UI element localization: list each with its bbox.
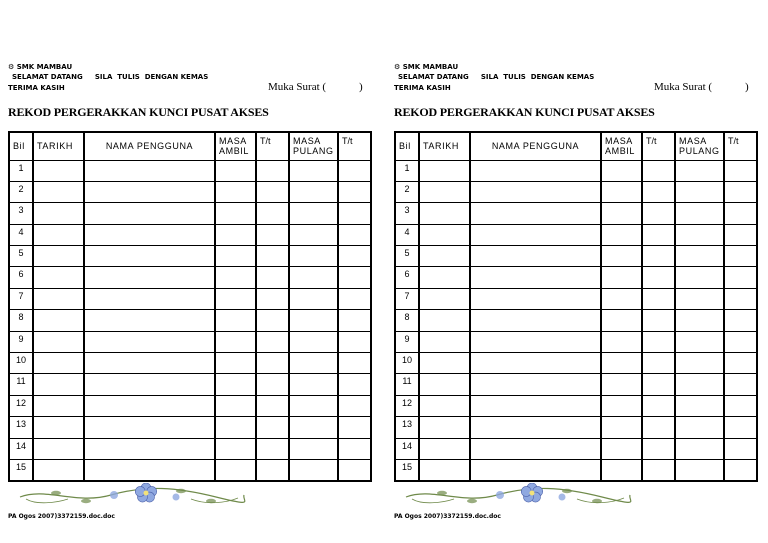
table-row bbox=[9, 374, 371, 395]
row-number: 15 bbox=[9, 459, 33, 480]
entry-cell[interactable] bbox=[338, 310, 371, 331]
greeting-text: SELAMAT DATANG SILA TULIS DENGAN KEMAS bbox=[398, 73, 595, 81]
entry-cell[interactable] bbox=[675, 417, 724, 438]
entry-cell[interactable] bbox=[675, 310, 724, 331]
entry-cell[interactable] bbox=[642, 181, 675, 202]
entry-cell[interactable] bbox=[601, 203, 642, 224]
entry-cell[interactable] bbox=[215, 438, 256, 459]
entry-cell[interactable] bbox=[84, 417, 215, 438]
table-row bbox=[9, 288, 371, 309]
entry-cell[interactable] bbox=[601, 310, 642, 331]
entry-cell[interactable] bbox=[84, 459, 215, 480]
entry-cell[interactable] bbox=[675, 353, 724, 374]
entry-cell[interactable] bbox=[470, 353, 601, 374]
entry-cell[interactable] bbox=[338, 438, 371, 459]
footer-filename: PA Ogos 2007)3372159.doc.doc bbox=[8, 513, 115, 520]
col-header-tarikh: TARIKH bbox=[419, 132, 470, 160]
entry-cell[interactable] bbox=[215, 181, 256, 202]
entry-cell[interactable] bbox=[675, 246, 724, 267]
table-row bbox=[9, 160, 371, 181]
entry-cell[interactable] bbox=[256, 417, 289, 438]
entry-cell[interactable] bbox=[601, 417, 642, 438]
table-row bbox=[395, 224, 757, 245]
entry-cell[interactable] bbox=[724, 417, 757, 438]
entry-cell[interactable] bbox=[675, 288, 724, 309]
row-number: 2 bbox=[395, 181, 419, 202]
entry-cell[interactable] bbox=[215, 395, 256, 416]
entry-cell[interactable] bbox=[33, 224, 84, 245]
entry-cell[interactable] bbox=[419, 181, 470, 202]
entry-cell[interactable] bbox=[470, 288, 601, 309]
entry-cell[interactable] bbox=[642, 353, 675, 374]
entry-cell[interactable] bbox=[84, 310, 215, 331]
entry-cell[interactable] bbox=[256, 459, 289, 480]
entry-cell[interactable] bbox=[724, 181, 757, 202]
entry-cell[interactable] bbox=[338, 203, 371, 224]
entry-cell[interactable] bbox=[256, 246, 289, 267]
entry-cell[interactable] bbox=[256, 203, 289, 224]
entry-cell[interactable] bbox=[256, 438, 289, 459]
entry-cell[interactable] bbox=[642, 374, 675, 395]
entry-cell[interactable] bbox=[33, 267, 84, 288]
entry-cell[interactable] bbox=[470, 374, 601, 395]
table-row bbox=[9, 246, 371, 267]
entry-cell[interactable] bbox=[724, 353, 757, 374]
table-row bbox=[395, 160, 757, 181]
row-number: 1 bbox=[395, 160, 419, 181]
entry-cell[interactable] bbox=[338, 181, 371, 202]
entry-cell[interactable] bbox=[215, 374, 256, 395]
col-header-ta-ambil: T/t bbox=[642, 132, 675, 160]
entry-cell[interactable] bbox=[256, 353, 289, 374]
table-row bbox=[9, 224, 371, 245]
entry-cell[interactable] bbox=[601, 331, 642, 352]
entry-cell[interactable] bbox=[724, 203, 757, 224]
entry-cell[interactable] bbox=[675, 459, 724, 480]
entry-cell[interactable] bbox=[601, 160, 642, 181]
entry-cell[interactable] bbox=[215, 417, 256, 438]
entry-cell[interactable] bbox=[642, 417, 675, 438]
entry-cell[interactable] bbox=[84, 246, 215, 267]
entry-cell[interactable] bbox=[289, 224, 338, 245]
row-number: 4 bbox=[395, 224, 419, 245]
entry-cell[interactable] bbox=[215, 160, 256, 181]
entry-cell[interactable] bbox=[338, 224, 371, 245]
entry-cell[interactable] bbox=[470, 331, 601, 352]
entry-cell[interactable] bbox=[215, 224, 256, 245]
table-row bbox=[395, 395, 757, 416]
entry-cell[interactable] bbox=[675, 181, 724, 202]
entry-cell[interactable] bbox=[256, 224, 289, 245]
table-row bbox=[395, 288, 757, 309]
table-row bbox=[395, 331, 757, 352]
entry-cell[interactable] bbox=[289, 417, 338, 438]
row-number: 14 bbox=[9, 438, 33, 459]
entry-cell[interactable] bbox=[215, 310, 256, 331]
entry-cell[interactable] bbox=[470, 224, 601, 245]
entry-cell[interactable] bbox=[724, 267, 757, 288]
entry-cell[interactable] bbox=[470, 438, 601, 459]
entry-cell[interactable] bbox=[601, 459, 642, 480]
table-row bbox=[9, 459, 371, 480]
entry-cell[interactable] bbox=[470, 246, 601, 267]
entry-cell[interactable] bbox=[33, 160, 84, 181]
form-right bbox=[394, 0, 764, 543]
entry-cell[interactable] bbox=[33, 246, 84, 267]
table-row bbox=[395, 181, 757, 202]
form-title: REKOD PERGERAKKAN KUNCI PUSAT AKSES bbox=[394, 105, 655, 119]
entry-cell[interactable] bbox=[338, 160, 371, 181]
form-title: REKOD PERGERAKKAN KUNCI PUSAT AKSES bbox=[8, 105, 269, 119]
row-number: 3 bbox=[9, 203, 33, 224]
entry-cell[interactable] bbox=[601, 395, 642, 416]
entry-cell[interactable] bbox=[289, 395, 338, 416]
entry-cell[interactable] bbox=[289, 331, 338, 352]
record-table bbox=[8, 131, 372, 482]
table-row bbox=[395, 459, 757, 480]
col-header-bil: Bil bbox=[9, 132, 33, 160]
entry-cell[interactable] bbox=[84, 181, 215, 202]
entry-cell[interactable] bbox=[675, 331, 724, 352]
entry-cell[interactable] bbox=[84, 374, 215, 395]
row-number: 6 bbox=[9, 267, 33, 288]
entry-cell[interactable] bbox=[338, 331, 371, 352]
entry-cell[interactable] bbox=[215, 288, 256, 309]
entry-cell[interactable] bbox=[289, 267, 338, 288]
entry-cell[interactable] bbox=[33, 395, 84, 416]
row-number: 7 bbox=[395, 288, 419, 309]
table-row bbox=[395, 374, 757, 395]
entry-cell[interactable] bbox=[419, 288, 470, 309]
entry-cell[interactable] bbox=[84, 331, 215, 352]
entry-cell[interactable] bbox=[419, 203, 470, 224]
col-header-tarikh: TARIKH bbox=[33, 132, 84, 160]
table-row bbox=[9, 438, 371, 459]
entry-cell[interactable] bbox=[84, 224, 215, 245]
entry-cell[interactable] bbox=[419, 438, 470, 459]
page-number-label: Muka Surat ( ) bbox=[268, 81, 363, 93]
entry-cell[interactable] bbox=[724, 224, 757, 245]
entry-cell[interactable] bbox=[470, 310, 601, 331]
entry-cell[interactable] bbox=[675, 395, 724, 416]
entry-cell[interactable] bbox=[470, 459, 601, 480]
entry-cell[interactable] bbox=[215, 267, 256, 288]
table-row bbox=[9, 310, 371, 331]
col-header-ta-ambil: T/t bbox=[256, 132, 289, 160]
col-header-ta-pulang: T/t bbox=[338, 132, 371, 160]
page-number-label: Muka Surat ( ) bbox=[654, 81, 749, 93]
row-number: 13 bbox=[9, 417, 33, 438]
entry-cell[interactable] bbox=[642, 246, 675, 267]
thanks-text: TERIMA KASIH bbox=[8, 84, 65, 92]
row-number: 6 bbox=[395, 267, 419, 288]
entry-cell[interactable] bbox=[724, 310, 757, 331]
entry-cell[interactable] bbox=[642, 224, 675, 245]
entry-cell[interactable] bbox=[642, 203, 675, 224]
entry-cell[interactable] bbox=[84, 203, 215, 224]
flower-vine-decoration-icon bbox=[402, 483, 632, 507]
entry-cell[interactable] bbox=[289, 181, 338, 202]
table-row bbox=[9, 203, 371, 224]
entry-cell[interactable] bbox=[675, 203, 724, 224]
row-number: 14 bbox=[395, 438, 419, 459]
greeting-text: SELAMAT DATANG SILA TULIS DENGAN KEMAS bbox=[12, 73, 209, 81]
school-name: ⚙ SMK MAMBAU bbox=[8, 63, 73, 71]
entry-cell[interactable] bbox=[215, 331, 256, 352]
entry-cell[interactable] bbox=[724, 288, 757, 309]
row-number: 1 bbox=[9, 160, 33, 181]
row-number: 12 bbox=[9, 395, 33, 416]
entry-cell[interactable] bbox=[215, 203, 256, 224]
entry-cell[interactable] bbox=[724, 331, 757, 352]
col-header-ta-pulang: T/t bbox=[724, 132, 757, 160]
entry-cell[interactable] bbox=[289, 203, 338, 224]
col-header-masa-pulang: MASA PULANG bbox=[289, 132, 338, 160]
thanks-text: TERIMA KASIH bbox=[394, 84, 451, 92]
flower-vine-decoration-icon bbox=[16, 483, 246, 507]
entry-cell[interactable] bbox=[419, 310, 470, 331]
table-row bbox=[9, 353, 371, 374]
entry-cell[interactable] bbox=[256, 310, 289, 331]
table-row bbox=[395, 267, 757, 288]
col-header-masa-ambil: MASA AMBIL bbox=[215, 132, 256, 160]
entry-cell[interactable] bbox=[724, 395, 757, 416]
table-row bbox=[395, 203, 757, 224]
entry-cell[interactable] bbox=[256, 181, 289, 202]
row-number: 3 bbox=[395, 203, 419, 224]
entry-cell[interactable] bbox=[419, 331, 470, 352]
entry-cell[interactable] bbox=[256, 374, 289, 395]
entry-cell[interactable] bbox=[419, 353, 470, 374]
entry-cell[interactable] bbox=[470, 160, 601, 181]
entry-cell[interactable] bbox=[419, 246, 470, 267]
entry-cell[interactable] bbox=[33, 417, 84, 438]
entry-cell[interactable] bbox=[289, 246, 338, 267]
entry-cell[interactable] bbox=[470, 181, 601, 202]
entry-cell[interactable] bbox=[33, 374, 84, 395]
entry-cell[interactable] bbox=[642, 310, 675, 331]
entry-cell[interactable] bbox=[33, 310, 84, 331]
entry-cell[interactable] bbox=[675, 438, 724, 459]
entry-cell[interactable] bbox=[675, 224, 724, 245]
entry-cell[interactable] bbox=[470, 267, 601, 288]
entry-cell[interactable] bbox=[84, 395, 215, 416]
entry-cell[interactable] bbox=[419, 374, 470, 395]
table-row bbox=[9, 417, 371, 438]
entry-cell[interactable] bbox=[601, 374, 642, 395]
entry-cell[interactable] bbox=[33, 331, 84, 352]
table-row bbox=[9, 331, 371, 352]
entry-cell[interactable] bbox=[675, 160, 724, 181]
entry-cell[interactable] bbox=[33, 353, 84, 374]
entry-cell[interactable] bbox=[215, 353, 256, 374]
table-row bbox=[395, 353, 757, 374]
entry-cell[interactable] bbox=[724, 438, 757, 459]
entry-cell[interactable] bbox=[470, 395, 601, 416]
entry-cell[interactable] bbox=[675, 267, 724, 288]
entry-cell[interactable] bbox=[289, 310, 338, 331]
entry-cell[interactable] bbox=[289, 374, 338, 395]
entry-cell[interactable] bbox=[642, 438, 675, 459]
entry-cell[interactable] bbox=[289, 288, 338, 309]
entry-cell[interactable] bbox=[642, 331, 675, 352]
entry-cell[interactable] bbox=[289, 160, 338, 181]
table-row bbox=[395, 417, 757, 438]
entry-cell[interactable] bbox=[642, 459, 675, 480]
row-number: 5 bbox=[9, 246, 33, 267]
entry-cell[interactable] bbox=[724, 160, 757, 181]
entry-cell[interactable] bbox=[642, 288, 675, 309]
row-number: 15 bbox=[395, 459, 419, 480]
entry-cell[interactable] bbox=[338, 417, 371, 438]
entry-cell[interactable] bbox=[419, 417, 470, 438]
entry-cell[interactable] bbox=[256, 160, 289, 181]
row-number: 13 bbox=[395, 417, 419, 438]
entry-cell[interactable] bbox=[642, 267, 675, 288]
entry-cell[interactable] bbox=[84, 288, 215, 309]
row-number: 7 bbox=[9, 288, 33, 309]
row-number: 8 bbox=[395, 310, 419, 331]
entry-cell[interactable] bbox=[84, 160, 215, 181]
entry-cell[interactable] bbox=[419, 459, 470, 480]
entry-cell[interactable] bbox=[338, 267, 371, 288]
entry-cell[interactable] bbox=[84, 353, 215, 374]
entry-cell[interactable] bbox=[289, 459, 338, 480]
entry-cell[interactable] bbox=[601, 288, 642, 309]
entry-cell[interactable] bbox=[338, 246, 371, 267]
row-number: 9 bbox=[9, 331, 33, 352]
footer-filename: PA Ogos 2007)3372159.doc.doc bbox=[394, 513, 501, 520]
entry-cell[interactable] bbox=[33, 459, 84, 480]
table-row bbox=[9, 267, 371, 288]
entry-cell[interactable] bbox=[470, 203, 601, 224]
entry-cell[interactable] bbox=[289, 438, 338, 459]
row-number: 4 bbox=[9, 224, 33, 245]
entry-cell[interactable] bbox=[724, 459, 757, 480]
entry-cell[interactable] bbox=[470, 417, 601, 438]
col-header-bil: Bil bbox=[395, 132, 419, 160]
entry-cell[interactable] bbox=[601, 246, 642, 267]
entry-cell[interactable] bbox=[33, 438, 84, 459]
table-row bbox=[9, 395, 371, 416]
entry-cell[interactable] bbox=[338, 288, 371, 309]
table-row bbox=[395, 438, 757, 459]
entry-cell[interactable] bbox=[256, 267, 289, 288]
entry-cell[interactable] bbox=[256, 288, 289, 309]
entry-cell[interactable] bbox=[642, 160, 675, 181]
entry-cell[interactable] bbox=[642, 395, 675, 416]
entry-cell[interactable] bbox=[33, 181, 84, 202]
entry-cell[interactable] bbox=[601, 438, 642, 459]
table-row bbox=[395, 246, 757, 267]
entry-cell[interactable] bbox=[419, 224, 470, 245]
record-table bbox=[394, 131, 758, 482]
entry-cell[interactable] bbox=[338, 353, 371, 374]
entry-cell[interactable] bbox=[675, 374, 724, 395]
entry-cell[interactable] bbox=[724, 374, 757, 395]
entry-cell[interactable] bbox=[724, 246, 757, 267]
col-header-masa-pulang: MASA PULANG bbox=[675, 132, 724, 160]
entry-cell[interactable] bbox=[84, 438, 215, 459]
form-left bbox=[8, 0, 378, 543]
entry-cell[interactable] bbox=[419, 160, 470, 181]
table-row bbox=[9, 181, 371, 202]
row-number: 8 bbox=[9, 310, 33, 331]
row-number: 11 bbox=[9, 374, 33, 395]
entry-cell[interactable] bbox=[419, 267, 470, 288]
entry-cell[interactable] bbox=[338, 395, 371, 416]
entry-cell[interactable] bbox=[289, 353, 338, 374]
entry-cell[interactable] bbox=[256, 395, 289, 416]
col-header-nama-pengguna: NAMA PENGGUNA bbox=[84, 132, 215, 160]
entry-cell[interactable] bbox=[601, 181, 642, 202]
entry-cell[interactable] bbox=[601, 267, 642, 288]
row-number: 5 bbox=[395, 246, 419, 267]
entry-cell[interactable] bbox=[419, 395, 470, 416]
row-number: 9 bbox=[395, 331, 419, 352]
entry-cell[interactable] bbox=[84, 267, 215, 288]
col-header-masa-ambil: MASA AMBIL bbox=[601, 132, 642, 160]
entry-cell[interactable] bbox=[601, 224, 642, 245]
entry-cell[interactable] bbox=[215, 246, 256, 267]
row-number: 10 bbox=[395, 353, 419, 374]
row-number: 2 bbox=[9, 181, 33, 202]
table-row bbox=[395, 310, 757, 331]
row-number: 11 bbox=[395, 374, 419, 395]
entry-cell[interactable] bbox=[338, 374, 371, 395]
entry-cell[interactable] bbox=[601, 353, 642, 374]
col-header-nama-pengguna: NAMA PENGGUNA bbox=[470, 132, 601, 160]
row-number: 12 bbox=[395, 395, 419, 416]
school-name: ⚙ SMK MAMBAU bbox=[394, 63, 459, 71]
entry-cell[interactable] bbox=[215, 459, 256, 480]
entry-cell[interactable] bbox=[338, 459, 371, 480]
entry-cell[interactable] bbox=[33, 203, 84, 224]
entry-cell[interactable] bbox=[256, 331, 289, 352]
row-number: 10 bbox=[9, 353, 33, 374]
entry-cell[interactable] bbox=[33, 288, 84, 309]
